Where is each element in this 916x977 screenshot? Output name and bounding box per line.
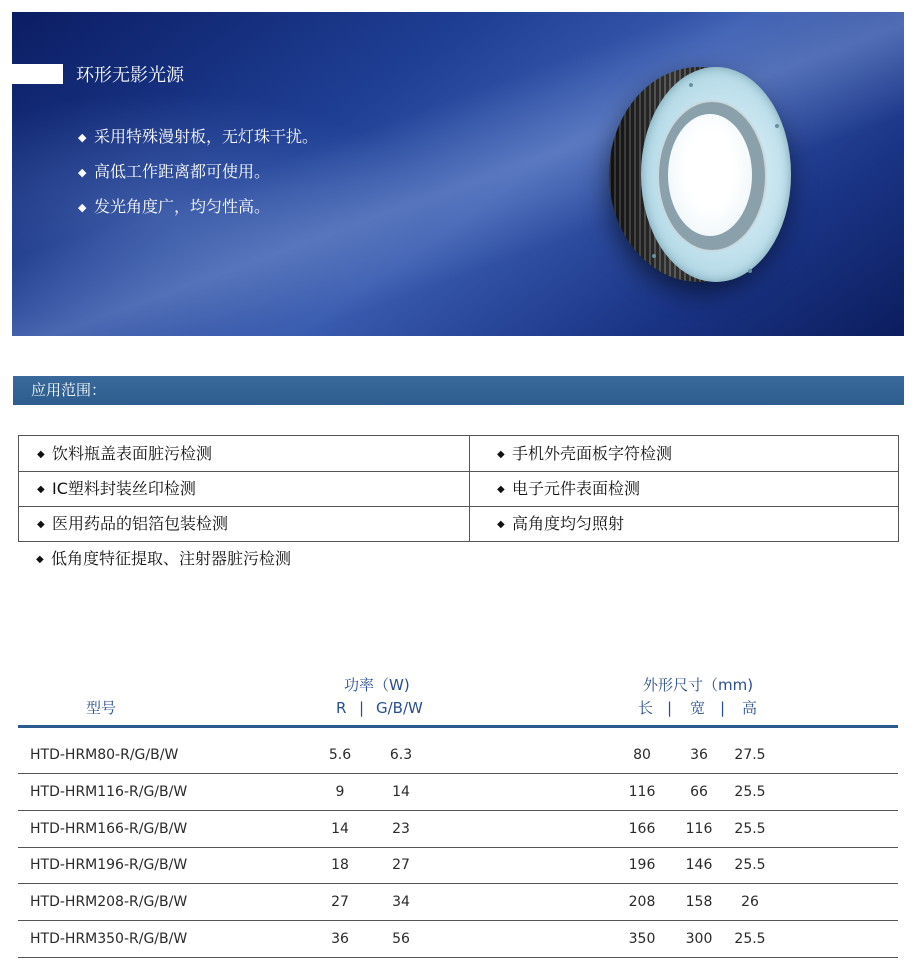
screw-dot <box>652 254 656 258</box>
column-header-power: 功率（W) <box>344 676 410 694</box>
diamond-bullet-icon: ◆ <box>37 519 45 530</box>
column-separator: | <box>667 699 673 717</box>
application-text: 饮料瓶盖表面脏污检测 <box>52 444 213 463</box>
diamond-bullet-icon: ◆ <box>37 449 45 460</box>
length-cell: 350 <box>628 931 656 947</box>
diamond-bullet-icon: ◆ <box>37 484 45 495</box>
diamond-bullet-icon: ◆ <box>497 449 505 460</box>
column-separator: | <box>359 699 365 717</box>
application-text: 高角度均匀照射 <box>512 514 625 533</box>
model-cell: HTD-HRM350-R/G/B/W <box>30 931 188 947</box>
feature-text: 采用特殊漫射板，无灯珠干扰。 <box>94 127 319 146</box>
width-cell: 116 <box>685 820 713 837</box>
power-r-cell: 9 <box>335 783 345 800</box>
product-banner <box>12 12 904 336</box>
row-divider <box>18 847 898 848</box>
width-cell: 36 <box>690 747 708 763</box>
diamond-bullet-icon: ◆ <box>36 554 44 565</box>
power-gbw-cell: 6.3 <box>389 747 413 763</box>
height-cell: 27.5 <box>734 747 766 763</box>
application-item <box>37 443 212 466</box>
model-cell: HTD-HRM116-R/G/B/W <box>30 783 188 800</box>
section-heading: 应用范围： <box>31 381 107 399</box>
length-cell: 166 <box>628 820 656 837</box>
column-header-height: 高 <box>742 699 758 717</box>
model-cell: HTD-HRM208-R/G/B/W <box>30 894 188 911</box>
screw-dot <box>775 124 779 128</box>
column-header-width: 宽 <box>690 699 706 717</box>
power-gbw-cell: 23 <box>392 820 410 837</box>
diamond-bullet-icon: ◆ <box>497 484 505 495</box>
power-gbw-cell: 27 <box>392 857 410 874</box>
application-item <box>497 478 640 501</box>
row-divider <box>18 883 898 884</box>
column-header-power-r: R <box>336 699 347 717</box>
column-header-length: 长 <box>638 699 654 717</box>
diamond-bullet-icon: ◆ <box>78 166 87 179</box>
width-cell: 300 <box>685 931 713 947</box>
screw-dot <box>748 269 752 273</box>
height-cell: 25.5 <box>734 857 766 874</box>
column-header-dimensions: 外形尺寸（mm) <box>643 676 754 694</box>
application-text: IC塑料封装丝印检测 <box>52 479 196 498</box>
application-item <box>497 513 624 536</box>
height-cell: 25.5 <box>734 931 766 947</box>
column-header-model: 型号 <box>86 699 117 717</box>
power-gbw-cell: 14 <box>392 783 410 800</box>
power-r-cell: 14 <box>331 820 349 837</box>
application-item <box>37 513 228 536</box>
application-item <box>37 478 196 501</box>
diamond-bullet-icon: ◆ <box>78 131 87 144</box>
banner-tab-marker <box>12 64 63 84</box>
application-item <box>497 443 672 466</box>
length-cell: 208 <box>628 894 656 911</box>
power-gbw-cell: 34 <box>392 894 410 911</box>
height-cell: 26 <box>741 894 759 911</box>
power-r-cell: 36 <box>331 931 349 947</box>
column-separator: | <box>720 699 726 717</box>
row-divider <box>18 920 898 921</box>
model-cell: HTD-HRM80-R/G/B/W <box>30 747 179 763</box>
feature-text: 发光角度广，均匀性高。 <box>94 197 271 216</box>
width-cell: 158 <box>685 894 713 911</box>
row-divider <box>18 810 898 811</box>
application-text: 低角度特征提取、注射器脏污检测 <box>51 549 292 568</box>
model-cell: HTD-HRM196-R/G/B/W <box>30 857 188 874</box>
feature-item <box>78 126 318 149</box>
power-r-cell: 27 <box>331 894 349 911</box>
diamond-bullet-icon: ◆ <box>497 519 505 530</box>
table-header-rule <box>18 725 898 728</box>
length-cell: 80 <box>633 747 651 763</box>
row-divider <box>18 773 898 774</box>
width-cell: 146 <box>685 857 713 874</box>
application-section-header <box>13 376 904 405</box>
application-item <box>36 548 291 571</box>
width-cell: 66 <box>690 783 708 800</box>
length-cell: 196 <box>628 857 656 874</box>
row-divider <box>18 957 898 958</box>
ring-light-aperture <box>668 114 752 236</box>
screw-dot <box>689 83 693 87</box>
column-header-power-gbw: G/B/W <box>376 699 423 717</box>
length-cell: 116 <box>628 783 656 800</box>
application-table <box>18 435 899 542</box>
feature-item <box>78 161 270 184</box>
height-cell: 25.5 <box>734 820 766 837</box>
power-gbw-cell: 56 <box>392 931 410 947</box>
application-text: 医用药品的铝箔包装检测 <box>52 514 229 533</box>
height-cell: 25.5 <box>734 783 766 800</box>
power-r-cell: 5.6 <box>328 747 352 763</box>
feature-item <box>78 196 270 219</box>
product-title: 环形无影光源 <box>76 65 184 86</box>
feature-text: 高低工作距离都可使用。 <box>94 162 271 181</box>
application-text: 手机外壳面板字符检测 <box>512 444 673 463</box>
power-r-cell: 18 <box>331 857 349 874</box>
diamond-bullet-icon: ◆ <box>78 201 87 214</box>
application-text: 电子元件表面检测 <box>512 479 641 498</box>
model-cell: HTD-HRM166-R/G/B/W <box>30 820 188 837</box>
